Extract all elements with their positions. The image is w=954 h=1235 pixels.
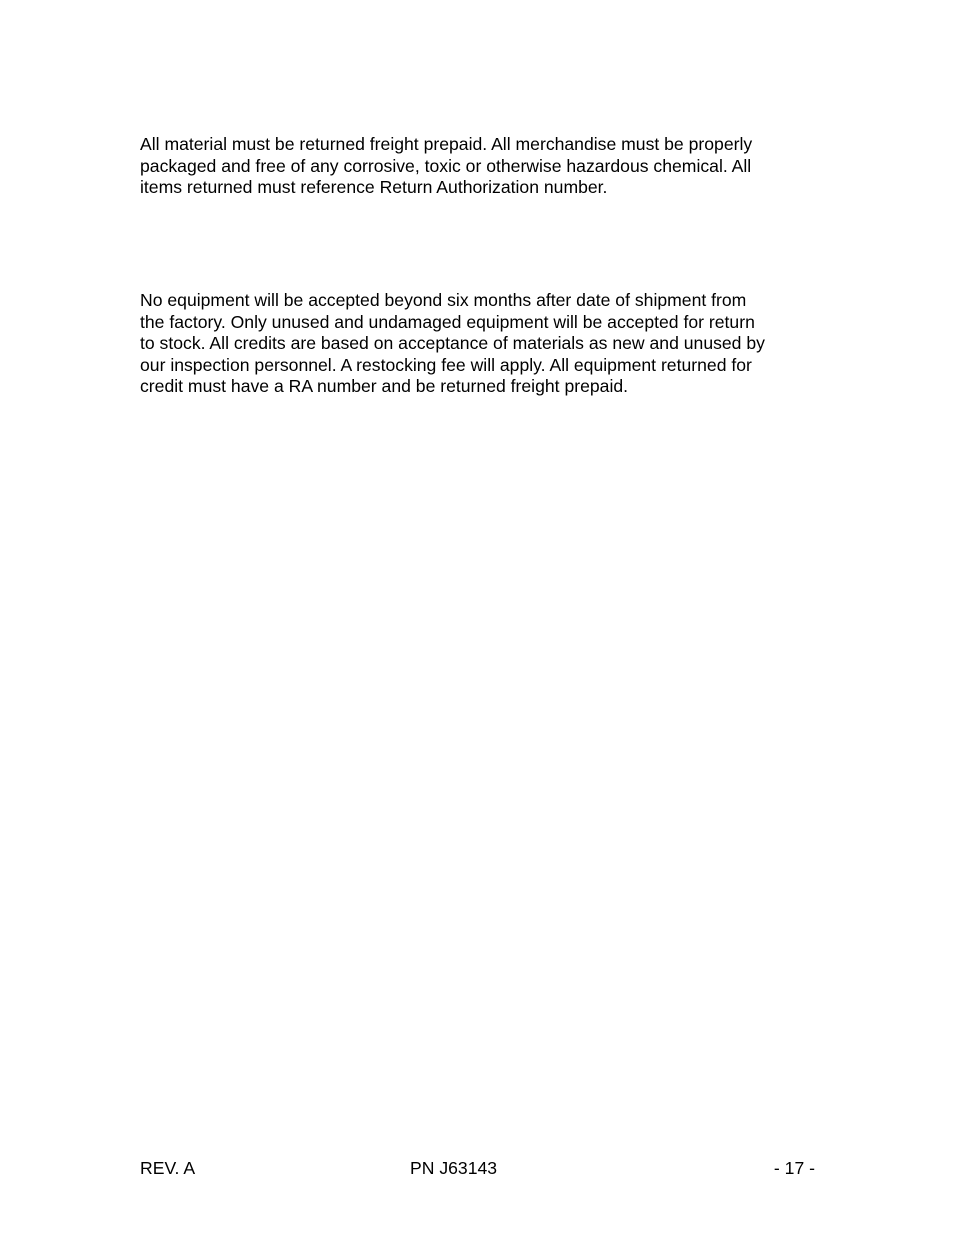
paragraph-line: All material must be returned freight prepaid. All merchandise must be properly bbox=[140, 134, 753, 154]
paragraph-line: credit must have a RA number and be returned freight prepaid. bbox=[140, 376, 629, 396]
paragraph-line: packaged and free of any corrosive, toxic or otherwise hazardous chemical. All bbox=[140, 155, 752, 176]
return-policy-paragraph bbox=[140, 134, 820, 199]
footer-page-number: - 17 - bbox=[773, 1158, 815, 1178]
footer-part-number: PN J63143 bbox=[410, 1158, 498, 1178]
paragraph-line: items returned must reference Return Authorization number. bbox=[140, 177, 608, 197]
paragraph-line: No equipment will be accepted beyond six months after date of shipment from bbox=[140, 290, 747, 310]
footer-revision: REV. A bbox=[140, 1158, 196, 1178]
page-footer bbox=[140, 1157, 815, 1181]
equipment-return-paragraph bbox=[140, 290, 820, 398]
paragraph-line: to stock. All credits are based on acceptance of materials as new and unused by bbox=[140, 333, 765, 353]
paragraph-line: the factory. Only unused and undamaged equipment will be accepted for return bbox=[140, 311, 755, 332]
paragraph-line: our inspection personnel. A restocking fee will apply. All equipment returned for bbox=[140, 354, 752, 375]
